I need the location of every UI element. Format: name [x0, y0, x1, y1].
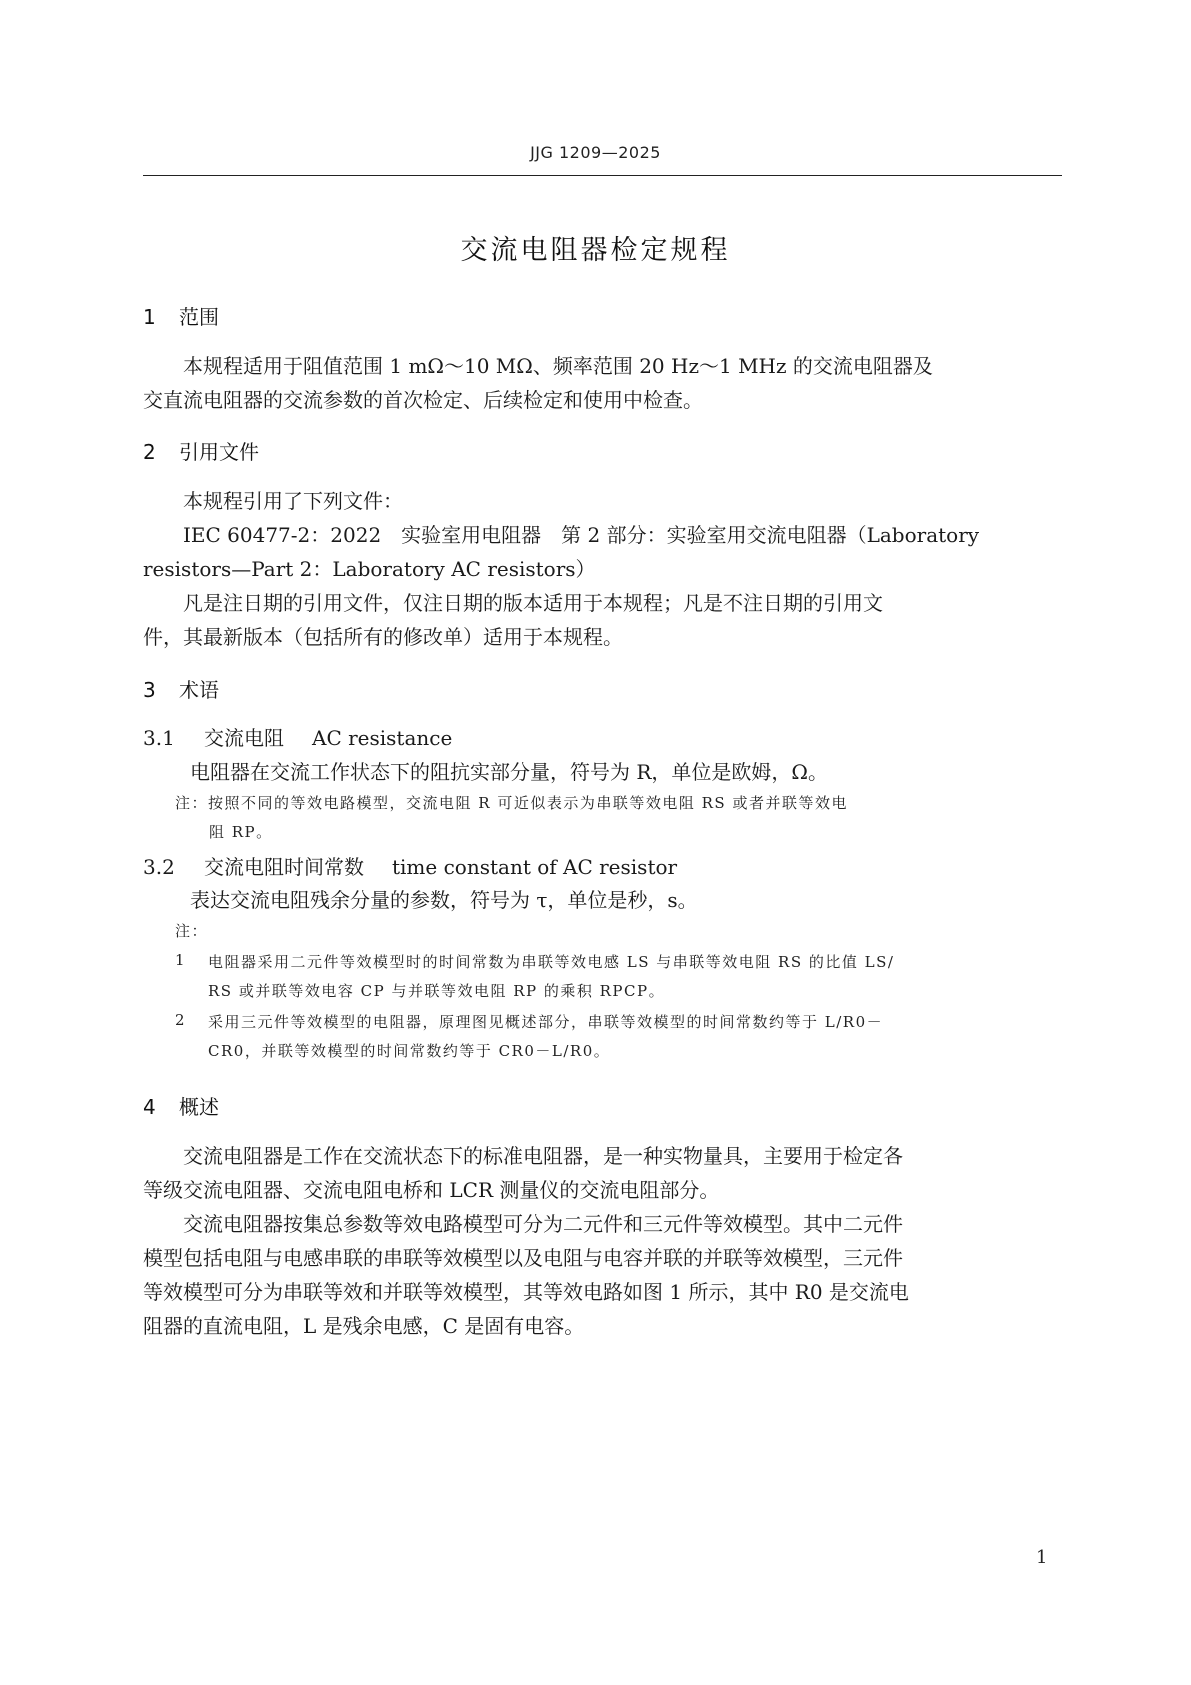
header-divider	[143, 175, 1062, 176]
section-title: 术语	[179, 678, 219, 702]
section-heading-scope	[143, 301, 219, 330]
term-3-1	[143, 722, 452, 751]
text-line: 凡是注日期的引用文件，仅注日期的版本适用于本规程；凡是不注日期的引用文	[143, 591, 883, 615]
text-line: 阻器的直流电阻，L 是残余电感，C 是固有电容。	[143, 1314, 585, 1338]
term-note: 电阻器采用二元件等效模型时的时间常数为串联等效电感 LS 与串联等效电阻 RS 的比值 LS/	[208, 953, 895, 971]
section-number: 2	[143, 440, 156, 464]
term-note: 阻 RP。	[209, 823, 273, 841]
text-line: 模型包括电阻与电感串联的串联等效模型以及电阻与电容并联的并联等效模型，三元件	[143, 1246, 903, 1270]
text-line: 交流电阻器是工作在交流状态下的标准电阻器，是一种实物量具，主要用于检定各	[143, 1144, 903, 1168]
text-line: resistors—Part 2：Laboratory AC resistors）	[143, 557, 596, 581]
section-number: 4	[143, 1095, 156, 1119]
term-note: CR0，并联等效模型的时间常数约等于 CR0－L/R0。	[208, 1042, 611, 1060]
paragraph-scope	[143, 349, 1062, 417]
term-3-2	[143, 851, 677, 880]
term-definition: 表达交流电阻残余分量的参数，符号为 τ，单位是秒，s。	[190, 888, 698, 912]
text-line: 本规程适用于阻值范围 1 mΩ～10 MΩ、频率范围 20 Hz～1 MHz 的交流电阻器及	[143, 354, 933, 378]
term-number: 3.1	[143, 726, 175, 750]
term-note: 采用三元件等效模型的电阻器，原理图见概述部分，串联等效模型的时间常数约等于 L/R0－	[208, 1013, 884, 1031]
term-note: 注：按照不同的等效电路模型，交流电阻 R 可近似表示为串联等效电阻 RS 或者并联等效电	[175, 794, 848, 812]
section-heading-terms	[143, 674, 219, 703]
text-line: 等级交流电阻器、交流电阻电桥和 LCR 测量仪的交流电阻部分。	[143, 1178, 720, 1202]
text-line: 本规程引用了下列文件：	[143, 489, 403, 513]
section-heading-overview	[143, 1091, 219, 1120]
term-definition: 电阻器在交流工作状态下的阻抗实部分量，符号为 R，单位是欧姆，Ω。	[190, 760, 828, 784]
note-number: 2	[175, 1011, 187, 1029]
text-line: 件，其最新版本（包括所有的修改单）适用于本规程。	[143, 625, 623, 649]
text-line: 交流电阻器按集总参数等效电路模型可分为二元件和三元件等效模型。其中二元件	[143, 1212, 903, 1236]
paragraph-references	[143, 484, 1062, 654]
section-number: 1	[143, 305, 156, 329]
text-line: IEC 60477-2：2022 实验室用电阻器 第 2 部分：实验室用交流电阻器（Laboratory	[143, 523, 980, 547]
section-title: 概述	[179, 1095, 219, 1119]
section-heading-references	[143, 436, 259, 465]
term-number: 3.2	[143, 855, 175, 879]
term-note: RS 或并联等效电容 CP 与并联等效电阻 RP 的乘积 RPCP。	[208, 982, 666, 1000]
paragraph-overview	[143, 1139, 1062, 1343]
document-title: 交流电阻器检定规程	[460, 235, 731, 266]
term-chinese: 交流电阻	[204, 726, 284, 750]
term-english: time constant of AC resistor	[392, 855, 678, 879]
section-title: 引用文件	[179, 440, 259, 464]
term-chinese: 交流电阻时间常数	[204, 855, 364, 879]
note-label: 注：	[175, 922, 209, 940]
page-number: 1	[1036, 1547, 1048, 1568]
note-number: 1	[175, 951, 187, 969]
standard-code: JJG 1209—2025	[530, 143, 661, 162]
text-line: 交直流电阻器的交流参数的首次检定、后续检定和使用中检查。	[143, 388, 703, 412]
term-english: AC resistance	[312, 726, 453, 750]
section-number: 3	[143, 678, 156, 702]
section-title: 范围	[179, 305, 219, 329]
text-line: 等效模型可分为串联等效和并联等效模型，其等效电路如图 1 所示，其中 R0 是交流电	[143, 1280, 909, 1304]
